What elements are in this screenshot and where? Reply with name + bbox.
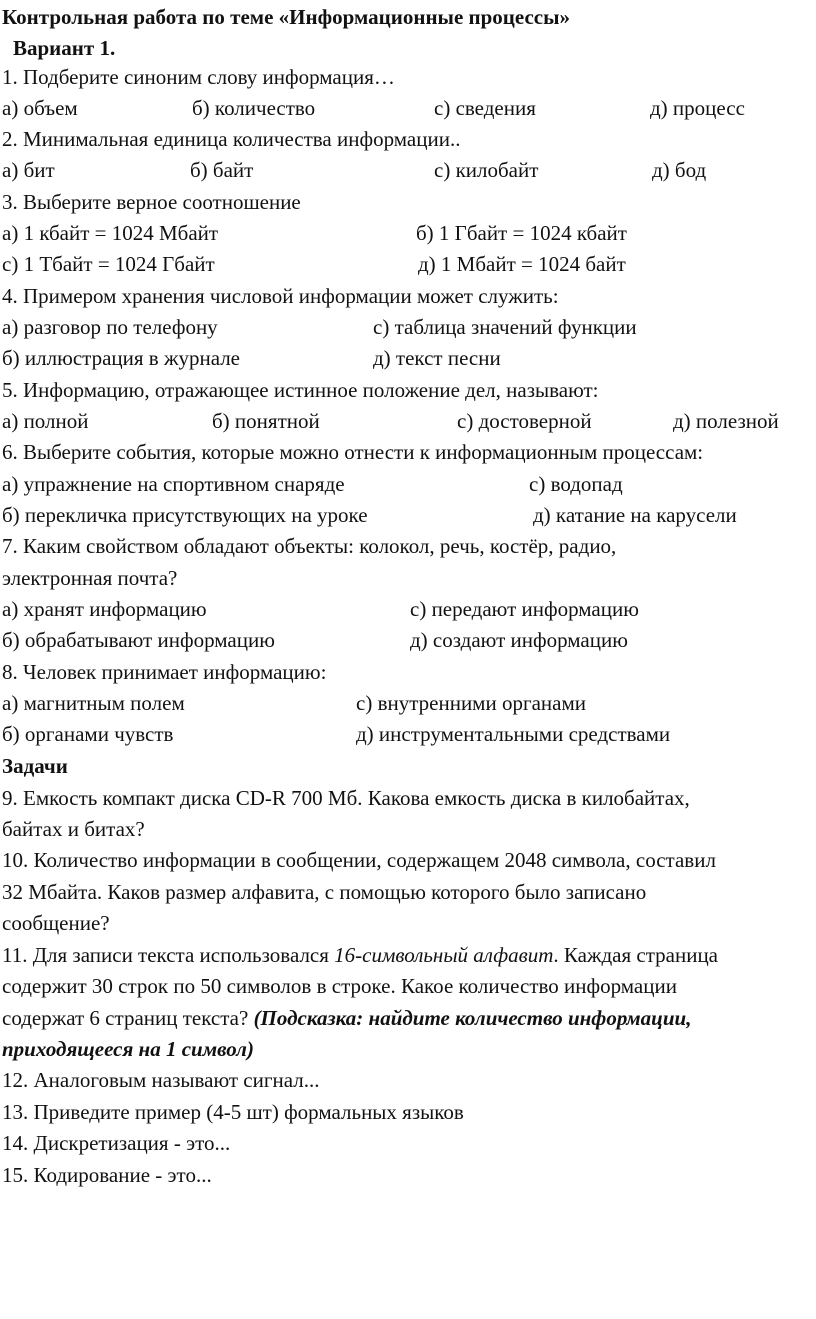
option: б) иллюстрация в журнале <box>2 346 240 370</box>
task-11-text: 11. Для записи текста использовался <box>2 943 335 967</box>
variant-label: Вариант 1. <box>13 36 116 60</box>
option: б) байт <box>190 158 254 182</box>
option: б) органами чувств <box>2 722 174 746</box>
task-11-line-1 <box>2 940 814 971</box>
option: д) создают информацию <box>410 628 628 652</box>
task-11-text: . Каждая страница <box>553 943 719 967</box>
tasks-heading: Задачи <box>2 754 68 778</box>
option: а) объем <box>2 96 78 120</box>
option: а) бит <box>2 158 55 182</box>
option: а) упражнение на спортивном снаряде <box>2 472 345 496</box>
option: с) 1 Тбайт = 1024 Гбайт <box>2 252 215 276</box>
task-11-hint: (Подсказка: найдите количество информации, <box>253 1006 692 1030</box>
option: с) килобайт <box>434 158 539 182</box>
task-10-line-2: 32 Мбайта. Каков размер алфавита, с помощью которого было записано <box>2 880 647 904</box>
option: с) сведения <box>434 96 536 120</box>
option: а) магнитным полем <box>2 691 185 715</box>
option: д) бод <box>652 158 707 182</box>
option: а) 1 кбайт = 1024 Мбайт <box>2 221 219 245</box>
document-title: Контрольная работа по теме «Информационные процессы» <box>2 5 571 29</box>
task-12: 12. Аналоговым называют сигнал... <box>2 1068 320 1092</box>
question-7-line-1: 7. Каким свойством обладают объекты: колокол, речь, костёр, радио, <box>2 534 617 558</box>
task-11-hint-line-2: приходящееся на 1 символ) <box>2 1037 254 1061</box>
task-10-line-1: 10. Количество информации в сообщении, содержащем 2048 символа, составил <box>2 848 716 872</box>
task-11-text: содержат 6 страниц текста? <box>2 1006 254 1030</box>
task-15: 15. Кодирование - это... <box>2 1163 212 1187</box>
option: а) хранят информацию <box>2 597 207 621</box>
option: д) 1 Мбайт = 1024 байт <box>418 252 626 276</box>
task-10-line-3: сообщение? <box>2 911 110 935</box>
option: д) катание на карусели <box>533 503 737 527</box>
option: а) разговор по телефону <box>2 315 218 339</box>
option: с) водопад <box>529 472 623 496</box>
option: с) передают информацию <box>410 597 639 621</box>
option: а) полной <box>2 409 89 433</box>
task-11-line-2: содержит 30 строк по 50 символов в строке. Какое количество информации <box>2 974 677 998</box>
option: д) инструментальными средствами <box>356 722 671 746</box>
option: д) процесс <box>650 96 745 120</box>
task-14: 14. Дискретизация - это... <box>2 1131 231 1155</box>
task-9-line-2: байтах и битах? <box>2 817 145 841</box>
task-9-line-1: 9. Емкость компакт диска CD-R 700 Мб. Какова емкость диска в килобайтах, <box>2 786 690 810</box>
option: д) полезной <box>673 409 779 433</box>
question-6: 6. Выберите события, которые можно отнести к информационным процессам: <box>2 440 704 464</box>
option: б) понятной <box>212 409 320 433</box>
question-3: 3. Выберите верное соотношение <box>2 190 301 214</box>
option: с) таблица значений функции <box>373 315 637 339</box>
option: б) количество <box>192 96 316 120</box>
option: б) 1 Гбайт = 1024 кбайт <box>416 221 627 245</box>
question-5: 5. Информацию, отражающее истинное положение дел, называют: <box>2 378 599 402</box>
task-13: 13. Приведите пример (4-5 шт) формальных языков <box>2 1100 464 1124</box>
option: б) обрабатывают информацию <box>2 628 275 652</box>
option: с) внутренними органами <box>356 691 586 715</box>
option: д) текст песни <box>373 346 501 370</box>
question-1: 1. Подберите синоним слову информация… <box>2 65 395 89</box>
question-8: 8. Человек принимает информацию: <box>2 660 327 684</box>
task-11-italic: 16-символьный алфавит <box>334 943 554 967</box>
option: б) перекличка присутствующих на уроке <box>2 503 368 527</box>
question-7-line-2: электронная почта? <box>2 566 178 590</box>
question-4: 4. Примером хранения числовой информации может служить: <box>2 284 559 308</box>
option: с) достоверной <box>457 409 592 433</box>
question-2: 2. Минимальная единица количества информации.. <box>2 127 461 151</box>
task-11-line-3 <box>2 1003 814 1034</box>
